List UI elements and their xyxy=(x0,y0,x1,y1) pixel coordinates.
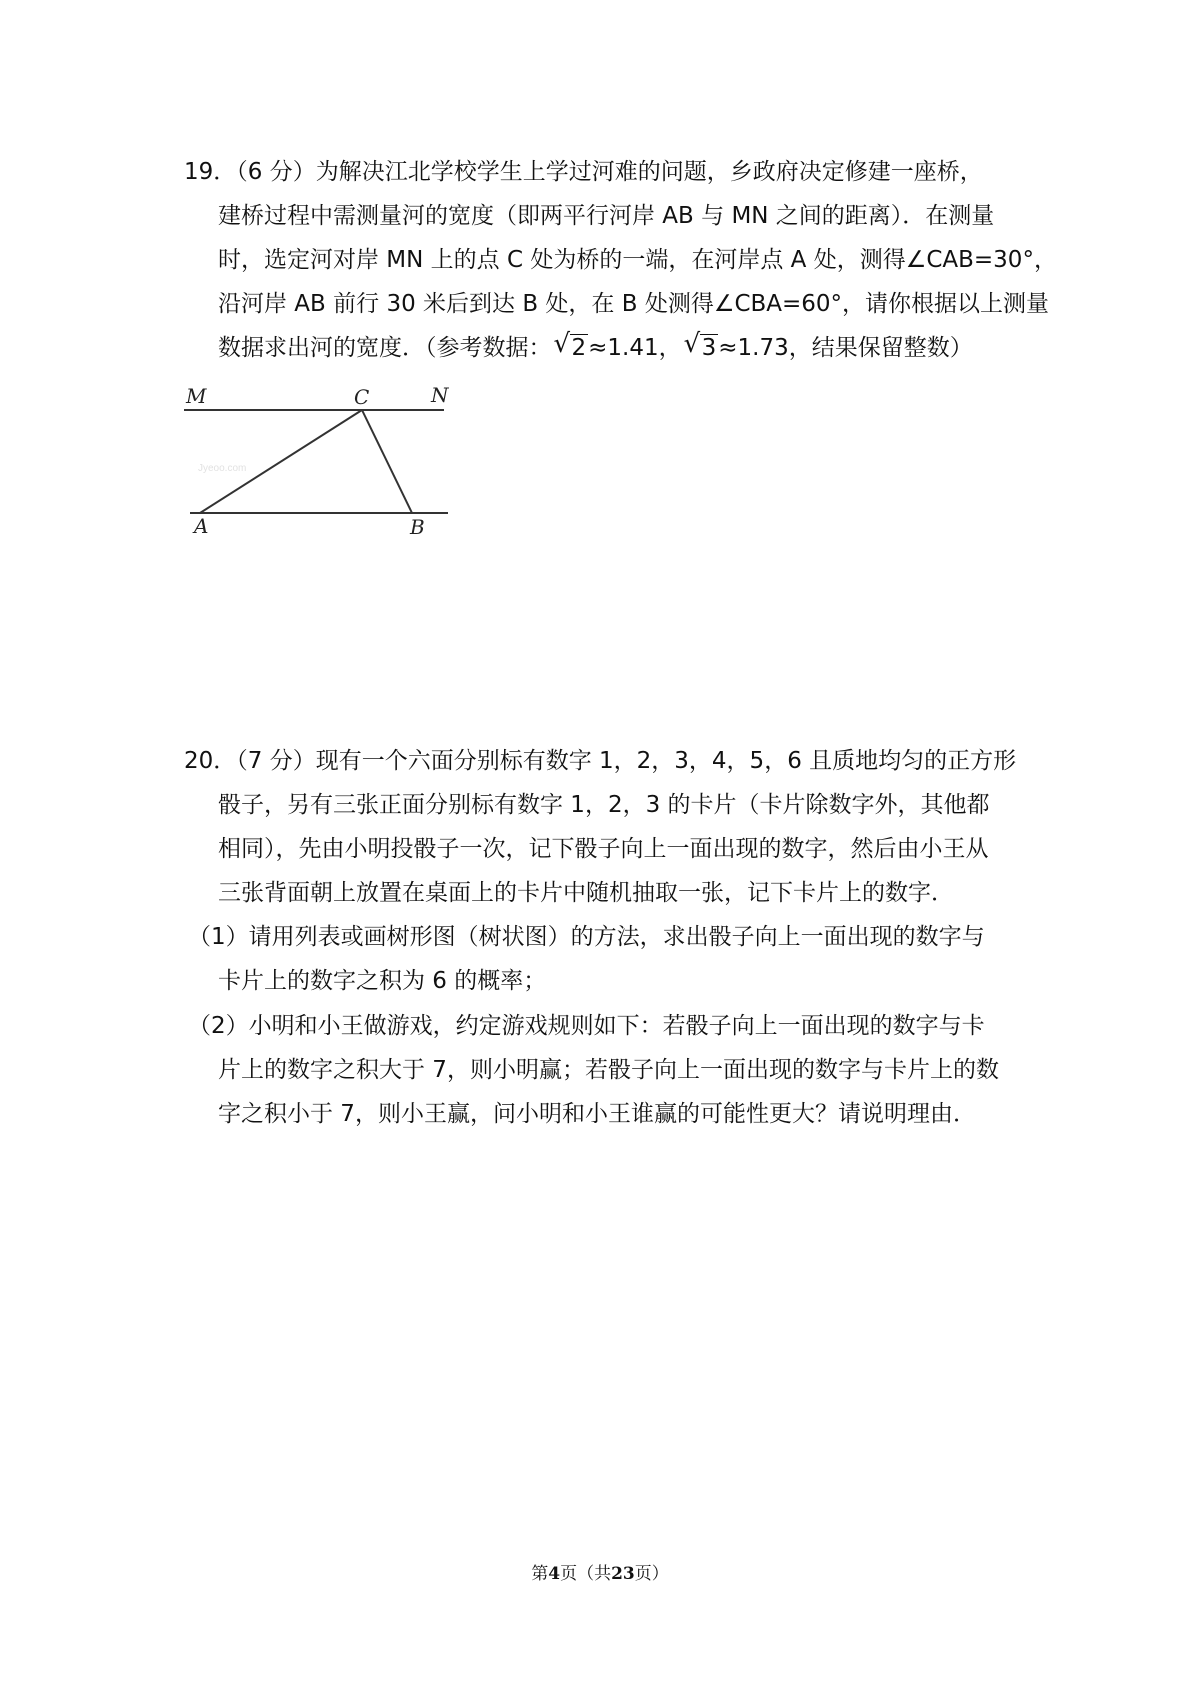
label-c: C xyxy=(354,385,370,409)
footer-suffix: 页） xyxy=(634,1564,669,1584)
sqrt-2 xyxy=(553,329,589,363)
q20-part1-line-2: 卡片上的数字之积为 6 的概率； xyxy=(218,968,547,994)
radical-sign: √ xyxy=(683,329,701,359)
sqrt-2-radicand: 2 xyxy=(571,335,587,361)
footer-total-pages: 23 xyxy=(611,1564,635,1584)
footer-page-number: 4 xyxy=(548,1564,561,1584)
q19-line-5 xyxy=(0,329,1200,363)
radical-sign: √ xyxy=(553,329,571,359)
q19-line-3: 时，选定河对岸 MN 上的点 C 处为桥的一端，在河岸点 A 处，测得∠CAB=30°， xyxy=(218,247,1057,273)
label-n: N xyxy=(431,385,449,407)
sqrt-3-approx: ≈1.73，结果保留整数） xyxy=(718,335,973,361)
watermark: Jyeoo.com xyxy=(198,463,247,474)
q20-line-4: 三张背面朝上放置在桌面上的卡片中随机抽取一张，记下卡片上的数字． xyxy=(218,880,954,906)
sqrt-2-approx: ≈1.41， xyxy=(588,335,682,361)
q20-line-2: 骰子，另有三张正面分别标有数字 1，2，3 的卡片（卡片除数字外，其他都 xyxy=(218,792,990,818)
segment-ac xyxy=(200,410,362,513)
footer-prefix: 第 xyxy=(531,1564,549,1584)
q20-part1-line-1: （1）请用列表或画树形图（树状图）的方法，求出骰子向上一面出现的数字与 xyxy=(188,924,985,950)
label-b: B xyxy=(410,515,425,535)
sqrt-3 xyxy=(683,329,719,363)
sqrt-3-radicand: 3 xyxy=(701,335,717,361)
segment-bc xyxy=(362,410,412,513)
footer-middle: 页（共 xyxy=(560,1564,612,1584)
q20-part2-line-2: 片上的数字之积大于 7，则小明赢；若骰子向上一面出现的数字与卡片上的数 xyxy=(218,1057,999,1083)
q19-line-2: 建桥过程中需测量河的宽度（即两平行河岸 AB 与 MN 之间的距离）．在测量 xyxy=(218,203,995,229)
q19-line-4: 沿河岸 AB 前行 30 米后到达 B 处，在 B 处测得∠CBA=60°，请你根据以上测量 xyxy=(218,291,1050,317)
q19-figure xyxy=(176,385,456,535)
q19-line-1: 19．（6 分）为解决江北学校学生上学过河难的问题，乡政府决定修建一座桥， xyxy=(184,159,983,185)
q19-line-5-prefix: 数据求出河的宽度．（参考数据： xyxy=(218,335,552,361)
q20-line-3: 相同），先由小明投骰子一次，记下骰子向上一面出现的数字，然后由小王从 xyxy=(218,836,989,862)
q20-part2-line-1: （2）小明和小王做游戏，约定游戏规则如下：若骰子向上一面出现的数字与卡 xyxy=(188,1013,985,1039)
q20-line-1: 20．（7 分）现有一个六面分别标有数字 1，2，3，4，5，6 且质地均匀的正方形 xyxy=(184,748,1017,774)
label-a: A xyxy=(194,514,209,535)
label-m: M xyxy=(186,385,207,408)
q20-part2-line-3: 字之积小于 7，则小王赢，问小明和小王谁赢的可能性更大？请说明理由． xyxy=(218,1101,976,1127)
page-footer xyxy=(0,1562,1200,1586)
